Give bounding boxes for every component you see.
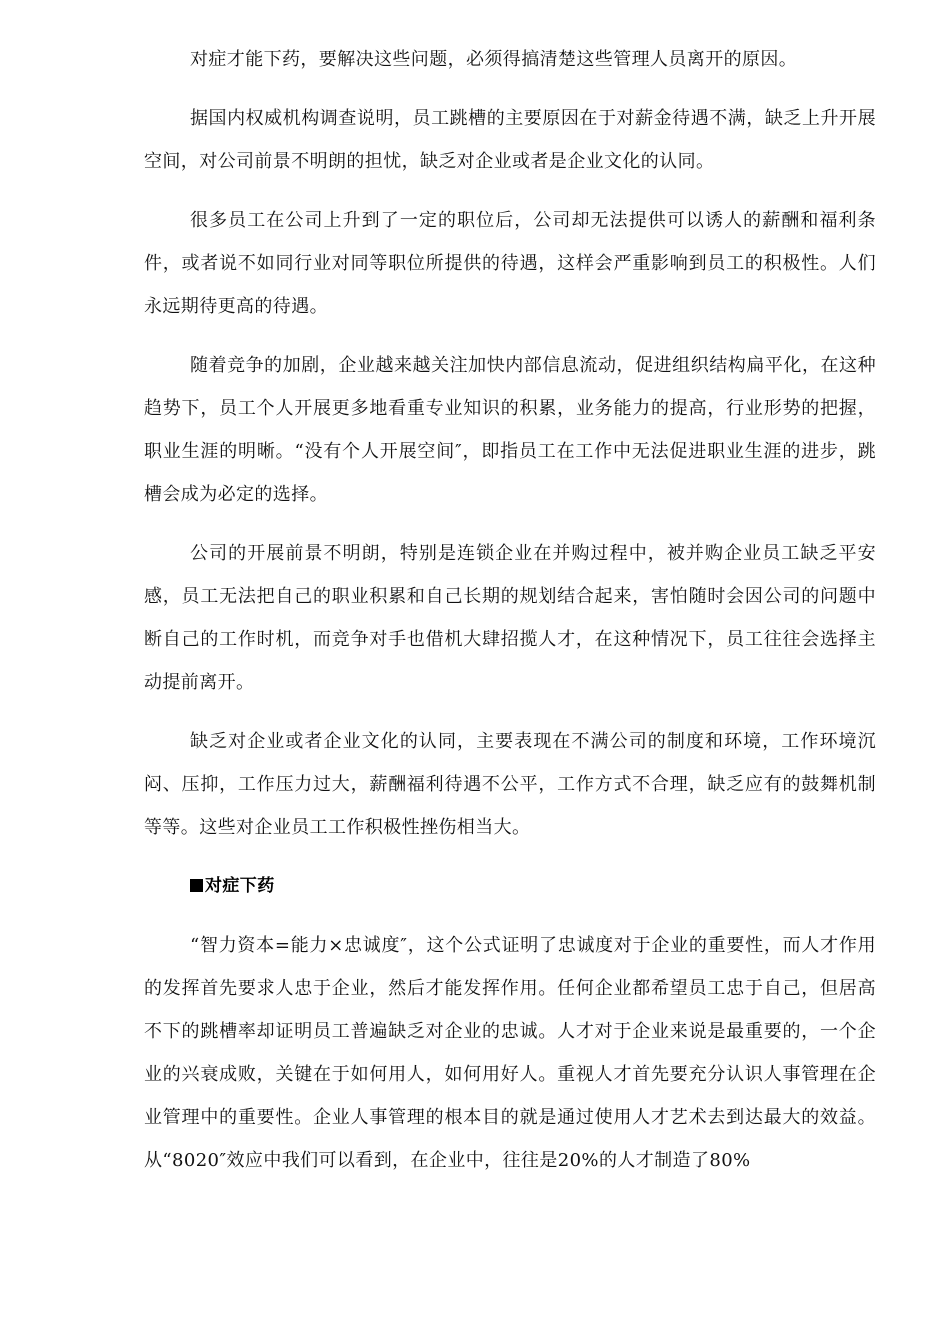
paragraph-4: 随着竞争的加剧，企业越来越关注加快内部信息流动，促进组织结构扁平化，在这种趋势下，员工个人开展更多地看重专业知识的积累，业务能力的提高，行业形势的把握，职业生涯的明晰。“没有个人开展空间″，即指员工在工作中无法促进职业生涯的进步，跳槽会成为必定的选择。 xyxy=(144,355,876,505)
section-heading-text: 对症下药 xyxy=(205,876,275,896)
paragraph-7: “智力资本=能力×忠诚度″，这个公式证明了忠诚度对于企业的重要性，而人才作用的发挥首先要求人忠于企业，然后才能发挥作用。任何企业都希望员工忠于自己，但居高不下的跳槽率却证明员工普遍缺乏对企业的忠诚。人才对于企业来说是最重要的，一个企业的兴衰成败，关键在于如何用人，如何用好人。重视人才首先要充分认识人事管理在企业管理中的重要性。企业人事管理的根本目的就是通过使用人才艺术去到达最大的效益。从“8020″效应中我们可以看到，在企业中，往往是20%的人才制造了80% xyxy=(144,935,876,1171)
black-square-icon xyxy=(190,879,203,892)
paragraph-3: 很多员工在公司上升到了一定的职位后，公司却无法提供可以诱人的薪酬和福利条件，或者说不如同行业对同等职位所提供的待遇，这样会严重影响到员工的积极性。人们永远期待更高的待遇。 xyxy=(144,210,876,317)
paragraph-1: 对症才能下药，要解决这些问题，必须得搞清楚这些管理人员离开的原因。 xyxy=(190,49,798,70)
paragraph-2: 据国内权威机构调查说明，员工跳槽的主要原因在于对薪金待遇不满，缺乏上升开展空间，对公司前景不明朗的担忧，缺乏对企业或者是企业文化的认同。 xyxy=(144,108,876,172)
document-body xyxy=(144,38,876,1198)
paragraph-6: 缺乏对企业或者企业文化的认同，主要表现在不满公司的制度和环境，工作环境沉闷、压抑，工作压力过大，薪酬福利待遇不公平，工作方式不合理，缺乏应有的鼓舞机制等等。这些对企业员工工作积极性挫伤相当大。 xyxy=(144,731,876,838)
paragraph-5: 公司的开展前景不明朗，特别是连锁企业在并购过程中，被并购企业员工缺乏平安感，员工无法把自己的职业积累和自己长期的规划结合起来，害怕随时会因公司的问题中断自己的工作时机，而竞争对手也借机大肆招揽人才，在这种情况下，员工往往会选择主动提前离开。 xyxy=(144,543,876,693)
section-heading xyxy=(190,865,876,908)
